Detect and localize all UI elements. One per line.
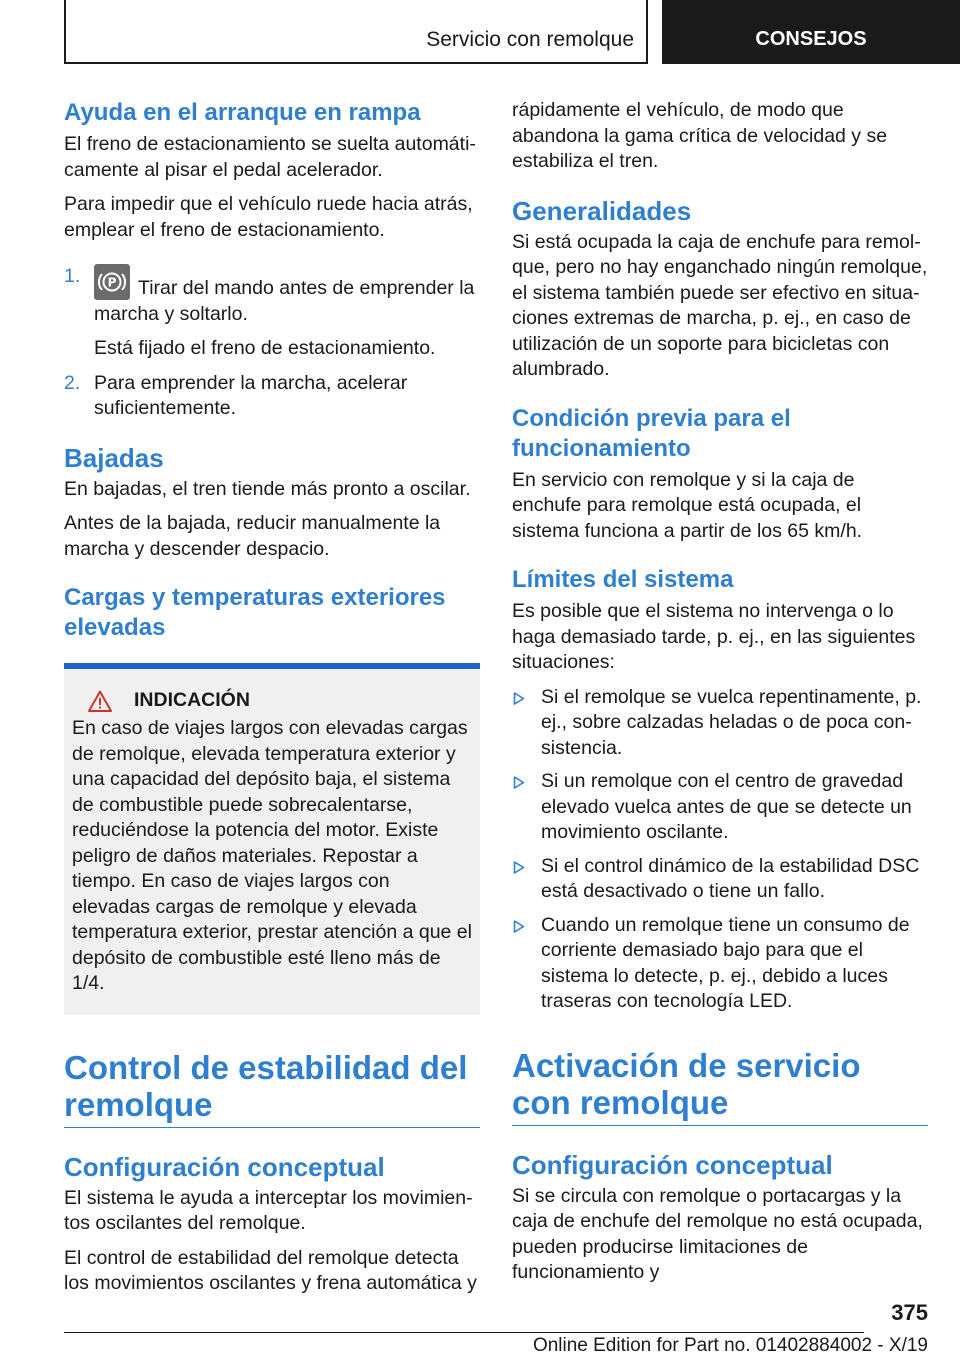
paragraph: En servicio con remolque y si la caja de enchufe para remolque está ocupada, el sistema funciona a partir de los 65 km/h.	[512, 468, 863, 542]
chapter-tab: CONSEJOS	[662, 0, 960, 64]
bullet-text: Cuando un remolque tiene un consumo de corriente demasiado bajo para que el sistema lo detecte, p. ej., debido a luces traseras con tecnología LED.	[541, 913, 910, 1012]
paragraph: Si está ocupada la caja de enchufe para remolque, pero no hay enganchado ningún remolque, el sistema también puede ser efectivo en situaciones extremas de marcha, p. ej., en caso de utilización de un soporte para bicicletas con alumbrado.	[512, 230, 928, 380]
svg-text:P: P	[107, 275, 117, 290]
paragraph: Si se circula con remolque o portacargas y la caja de enchufe del remolque no está ocupada, pueden producirse limitaciones de funcionamiento y	[512, 1184, 923, 1283]
step-subtext: Está fijado el freno de estacionamiento.	[94, 337, 436, 359]
section-title: Servicio con remolque	[426, 28, 634, 51]
left-column	[64, 98, 480, 1306]
paragraph: Para impedir que el vehículo ruede hacia atrás, emplear el freno de estacionamiento.	[64, 193, 473, 241]
bullet-text: Si un remolque con el centro de gravedad elevado vuelca antes de que se detecte un movimiento oscilante.	[541, 770, 912, 843]
list-item	[512, 685, 928, 762]
paragraph: Antes de la bajada, reducir manualmente la marcha y descender despacio.	[64, 512, 441, 560]
list-item	[64, 264, 480, 362]
paragraph: El freno de estacionamiento se suelta automáticamente al pisar el pedal acelerador.	[64, 133, 476, 181]
heading-cargas: Cargas y temperaturas exteriores elevadas	[64, 584, 446, 641]
list-item	[64, 371, 480, 422]
note-title: INDICACIÓN	[134, 689, 250, 711]
heading-config: Configuración conceptual	[512, 1149, 833, 1180]
right-column	[512, 98, 928, 1295]
list-item	[512, 769, 928, 846]
warning-icon	[88, 690, 112, 712]
note-text: En caso de viajes largos con elevadas cargas de remolque, elevada temperatura exterior y una capacidad del depósito baja, el sistema de combustible puede sobrecalentarse, reduciéndose la potencia del motor. Existe peligro de daños materiales. Repostar a tiempo. En caso de viajes largos con elevadas cargas de remolque y elevada temperatura exterior, prestar atención a que el depósito de combustible esté lleno más de 1/4.	[72, 717, 472, 994]
page-number: 375	[891, 1300, 928, 1325]
list-item	[512, 913, 928, 1015]
step-text: Para emprender la marcha, acelerar suficientemente.	[94, 371, 408, 419]
bullet-text: Si el control dinámico de la estabilidad DSC está desactivado o tiene un fallo.	[541, 854, 920, 902]
note-box	[64, 663, 480, 1015]
paragraph: En bajadas, el tren tiende más pronto a oscilar.	[64, 477, 471, 500]
note-header	[88, 689, 472, 712]
paragraph: El control de estabilidad del remolque detecta los movimientos oscilantes y frena automática y	[64, 1246, 477, 1294]
paragraph: El sistema le ayuda a interceptar los movimientos oscilantes del remolque.	[64, 1186, 473, 1234]
page-header	[0, 0, 960, 66]
heading-config: Configuración conceptual	[64, 1151, 385, 1182]
triangle-bullet-icon	[513, 920, 525, 933]
list-item	[512, 854, 928, 905]
steps-list	[64, 264, 480, 422]
parking-brake-icon	[94, 264, 130, 300]
step-number: 2.	[64, 371, 81, 394]
heading-arranque: Ayuda en el arranque en rampa	[64, 99, 421, 126]
triangle-bullet-icon	[513, 776, 525, 789]
limits-list	[512, 685, 928, 1015]
heading-condicion: Condición previa para el funcionamiento	[512, 404, 791, 462]
heading-generalidades: Generalidades	[512, 195, 692, 226]
triangle-bullet-icon	[513, 692, 525, 705]
heading-bajadas: Bajadas	[64, 442, 164, 473]
heading-limites: Límites del sistema	[512, 566, 734, 593]
paragraph: rápidamente el vehículo, de modo que abandona la gama crítica de velocidad y se estabiliza el tren.	[512, 99, 888, 172]
edition-text: Online Edition for Part no. 01402884002 - X/19	[532, 1335, 928, 1356]
footer-rule	[64, 1332, 864, 1333]
triangle-bullet-icon	[513, 861, 525, 874]
paragraph: Es posible que el sistema no intervenga o lo haga demasiado tarde, p. ej., en las siguientes situaciones:	[512, 600, 916, 673]
heading-control: Control de estabilidad del remolque	[64, 1049, 480, 1128]
bullet-text: Si el remolque se vuelca repentinamente, p. ej., sobre calzadas heladas o de poca consistencia.	[541, 685, 922, 759]
heading-activacion: Activación de servicio con remolque	[512, 1047, 928, 1126]
step-text: Tirar del mando antes de emprender la marcha y soltarlo.	[94, 277, 475, 325]
step-number: 1.	[64, 265, 81, 287]
